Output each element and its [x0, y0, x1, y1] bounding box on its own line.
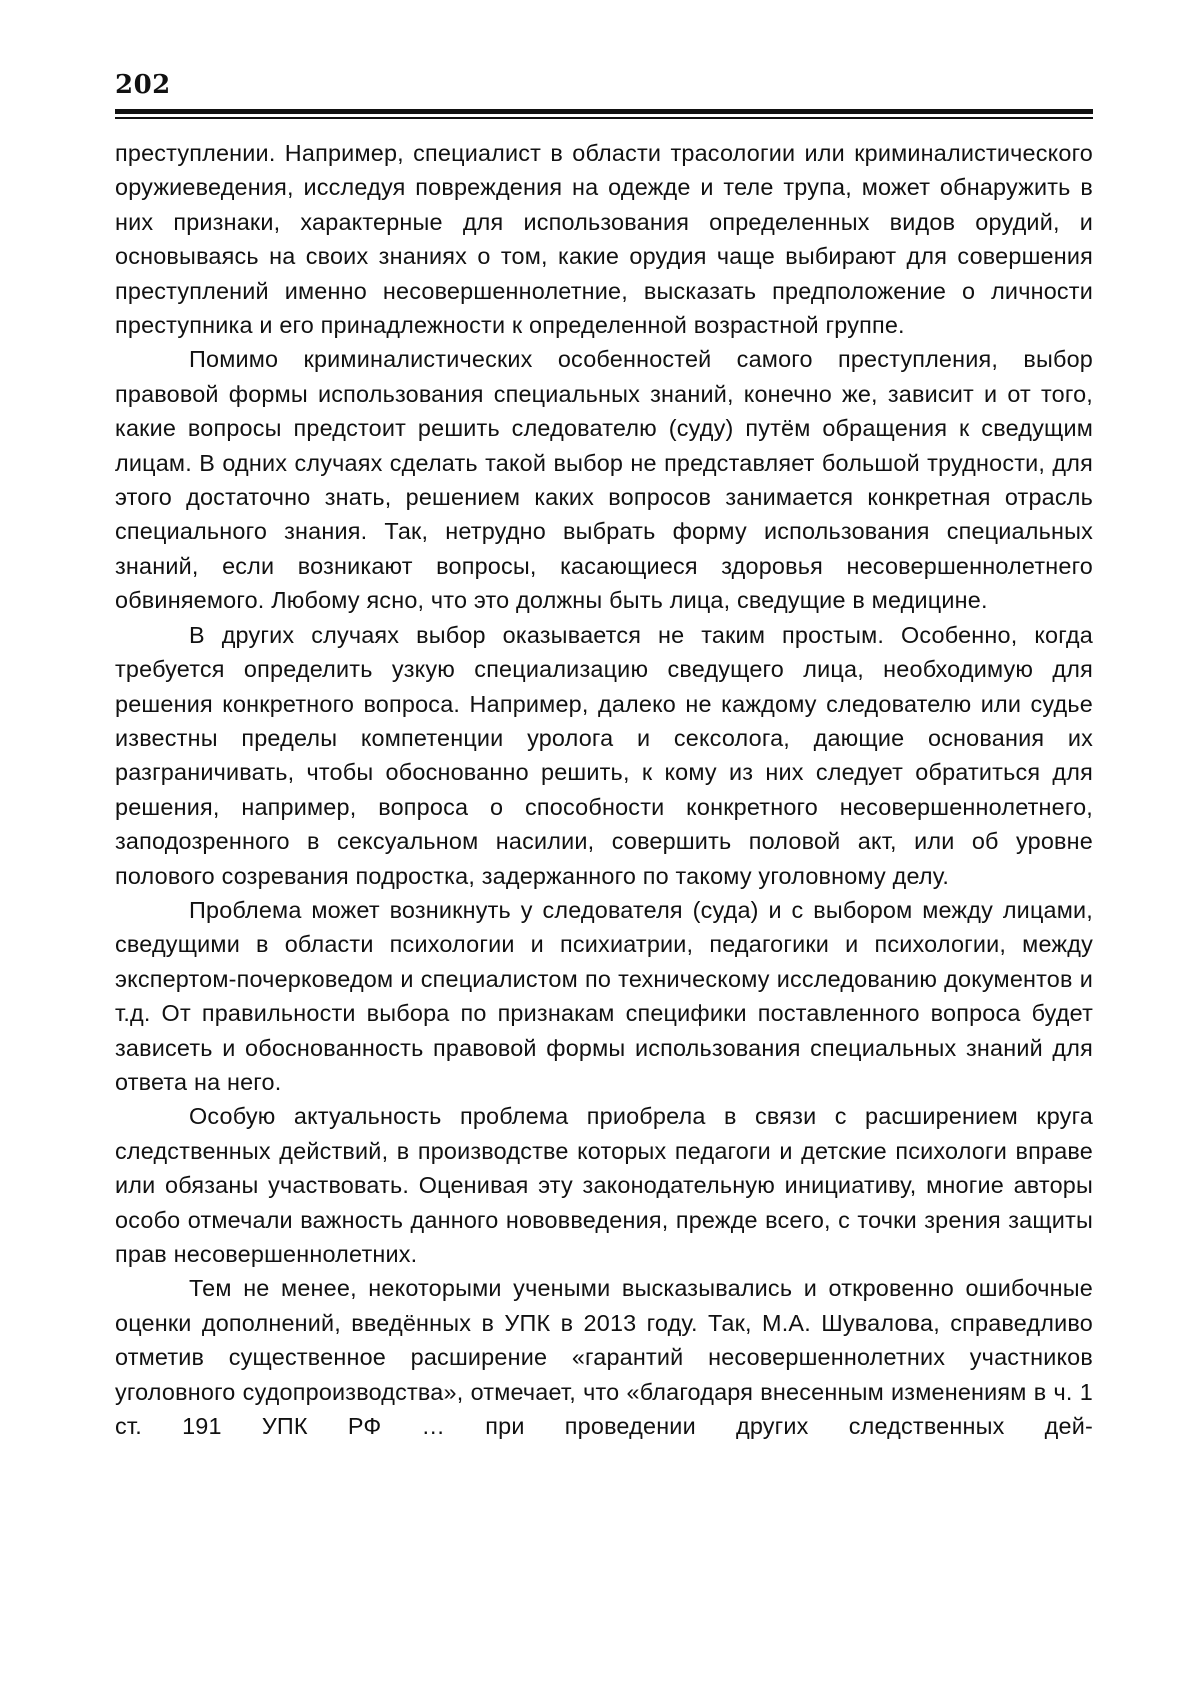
paragraph-3: В других случаях выбор оказывается не таким простым. Особенно, когда требуется определить узкую специализацию сведущего лица, необходимую для решения конкретного вопроса. Например, далеко не каждому следователю или судье известны пределы компетенции уролога и сексолога, дающие основания их разграничивать, чтобы обоснованно решить, к кому из них следует обратиться для решения, например, вопроса о способности конкретного несовершеннолетнего, заподозренного в сексуальном насилии, совершить половой акт, или об уровне полового созревания подростка, задержанного по такому уголовному делу.: [115, 621, 1093, 889]
paragraph-6: Тем не менее, некоторыми учеными высказывались и откровенно ошибочные оценки дополнений, введённых в УПК в 2013 году. Так, М.А. Шувалова, справедливо отметив существенное расширение «гарантий несовершеннолетних участников уголовного судопроизводства», отмечает, что «благодаря внесенным изменениям в ч. 1 ст. 191 УПК РФ … при проведении других следственных дей-: [115, 1275, 1093, 1440]
paragraph-2: Помимо криминалистических особенностей самого преступления, выбор правовой формы использования специальных знаний, конечно же, зависит и от того, какие вопросы предстоит решить следователю (суду) путём обращения к сведущим лицам. В одних случаях сделать такой выбор не представляет большой трудности, для этого достаточно знать, решением каких вопросов занимается конкретная отрасль специального знания. Так, нетрудно выбрать форму использования специальных знаний, если возникают вопросы, касающиеся здоровья несовершеннолетнего обвиняемого. Любому ясно, что это должны быть лица, сведущие в медицине.: [115, 346, 1093, 614]
paragraph-1: преступлении. Например, специалист в области трасологии или криминалистического оружиеведения, исследуя повреждения на одежде и теле трупа, может обнаружить в них признаки, характерные для использования определенных видов орудий, и основываясь на своих знаниях о том, какие орудия чаще выбирают для совершения преступлений именно несовершеннолетние, высказать предположение о личности преступника и его принадлежности к определенной возрастной группе.: [115, 140, 1093, 339]
page-number: 202: [115, 70, 171, 100]
paragraph-5: Особую актуальность проблема приобрела в связи с расширением круга следственных действий, в производстве которых педагоги и детские психологи вправе или обязаны участвовать. Оценивая эту законодательную инициативу, многие авторы особо отмечали важность данного нововведения, прежде всего, с точки зрения защиты прав несовершеннолетних.: [115, 1103, 1093, 1267]
body-text: [115, 136, 1093, 1443]
header-rule-thick: [115, 109, 1093, 114]
header-rule-thin: [115, 117, 1093, 119]
paragraph-4: Проблема может возникнуть у следователя (суда) и с выбором между лицами, сведущими в области психологии и психиатрии, педагогики и психологии, между экспертом-почерковедом и специалистом по техническому исследованию документов и т.д. От правильности выбора по признакам специфики поставленного вопроса будет зависеть и обоснованность правовой формы использования специальных знаний для ответа на него.: [115, 896, 1093, 1095]
